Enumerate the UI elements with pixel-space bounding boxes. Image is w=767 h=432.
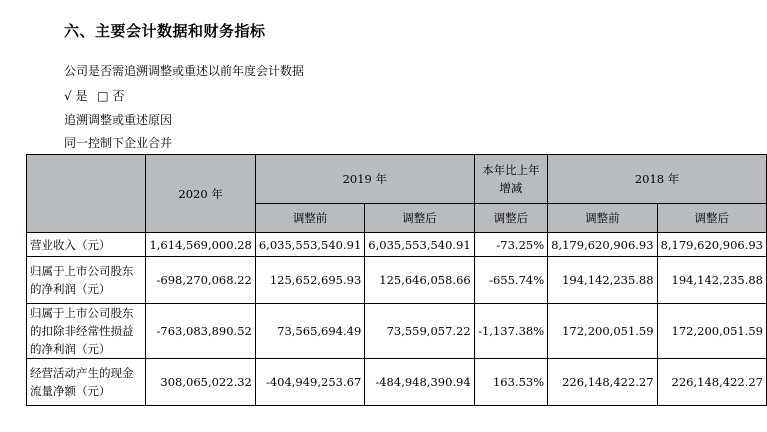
cell-2020: 1,614,569,000.28 bbox=[146, 233, 255, 257]
row-label: 营业收入（元） bbox=[27, 233, 146, 257]
retro-question: 公司是否需追溯调整或重述以前年度会计数据 bbox=[64, 64, 305, 78]
row-label: 归属于上市公司股东的净利润（元） bbox=[27, 257, 146, 304]
yes-option: √ 是 bbox=[64, 89, 88, 103]
cell-2019-before: 73,565,694.49 bbox=[255, 304, 364, 359]
cell-change: -1,137.38% bbox=[474, 304, 547, 359]
cell-2019-before: -404,949,253.67 bbox=[255, 359, 364, 406]
section-heading: 六、主要会计数据和财务指标 bbox=[64, 22, 266, 40]
table-row bbox=[27, 304, 767, 359]
cell-2019-before: 125,652,695.93 bbox=[255, 257, 364, 304]
cell-2018-after: 194,142,235.88 bbox=[657, 257, 766, 304]
header-2018: 2018 年 bbox=[548, 155, 767, 204]
header-2020: 2020 年 bbox=[146, 155, 255, 233]
header-2019-after: 调整后 bbox=[365, 204, 474, 233]
financial-data-table bbox=[26, 154, 767, 406]
table-row bbox=[27, 359, 767, 406]
cell-2020: -698,270,068.22 bbox=[146, 257, 255, 304]
cell-2018-before: 8,179,620,906.93 bbox=[548, 233, 657, 257]
cell-2018-after: 172,200,051.59 bbox=[657, 304, 766, 359]
cell-2018-before: 194,142,235.88 bbox=[548, 257, 657, 304]
header-blank bbox=[27, 155, 146, 233]
table-row bbox=[27, 233, 767, 257]
yes-no-options bbox=[64, 87, 130, 104]
header-change-after: 调整后 bbox=[474, 204, 547, 233]
cell-2020: -763,083,890.52 bbox=[146, 304, 255, 359]
header-2019: 2019 年 bbox=[255, 155, 474, 204]
cell-change: 163.53% bbox=[474, 359, 547, 406]
cell-2019-before: 6,035,553,540.91 bbox=[255, 233, 364, 257]
cell-2019-after: 125,646,058.66 bbox=[365, 257, 474, 304]
header-2018-before: 调整前 bbox=[548, 204, 657, 233]
cell-2018-after: 8,179,620,906.93 bbox=[657, 233, 766, 257]
no-option: □ 否 bbox=[97, 89, 125, 103]
row-label: 经营活动产生的现金流量净额（元） bbox=[27, 359, 146, 406]
cell-2020: 308,065,022.32 bbox=[146, 359, 255, 406]
cell-change: -655.74% bbox=[474, 257, 547, 304]
reason-title: 追溯调整或重述原因 bbox=[64, 113, 173, 127]
cell-2018-before: 172,200,051.59 bbox=[548, 304, 657, 359]
header-2018-after: 调整后 bbox=[657, 204, 766, 233]
cell-2019-after: 6,035,553,540.91 bbox=[365, 233, 474, 257]
header-change: 本年比上年增减 bbox=[474, 155, 547, 204]
cell-2019-after: -484,948,390.94 bbox=[365, 359, 474, 406]
reason-text: 同一控制下企业合并 bbox=[64, 136, 173, 150]
cell-2019-after: 73,559,057.22 bbox=[365, 304, 474, 359]
cell-change: -73.25% bbox=[474, 233, 547, 257]
cell-2018-after: 226,148,422.27 bbox=[657, 359, 766, 406]
row-label: 归属于上市公司股东的扣除非经常性损益的净利润（元） bbox=[27, 304, 146, 359]
cell-2018-before: 226,148,422.27 bbox=[548, 359, 657, 406]
header-2019-before: 调整前 bbox=[255, 204, 364, 233]
table-row bbox=[27, 257, 767, 304]
